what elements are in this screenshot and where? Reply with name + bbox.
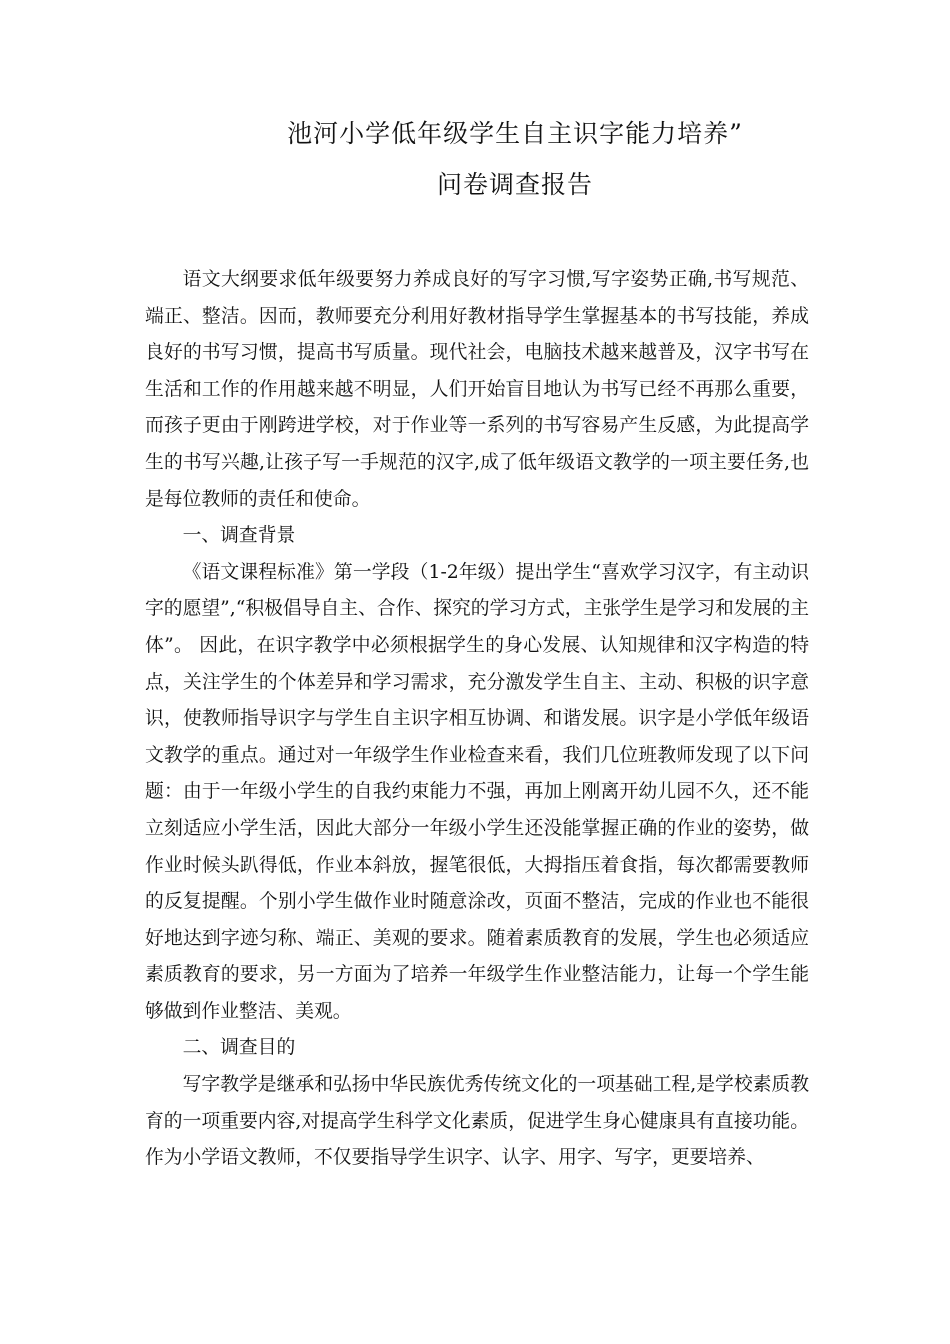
- document-subtitle: 问卷调查报告: [436, 170, 593, 199]
- section-heading-background: 一、调查背景: [182, 525, 296, 547]
- document-title: 池河小学低年级学生自主识字能力培养”: [287, 119, 743, 148]
- background-paragraph: 《语文课程标准》第一学段（1-2年级）提出学生“喜欢学习汉字，有主动识字的愿望”,“积极倡导自主、合作、探究的学习方式，主张学生是学习和发展的主体”。 因此，在识字教学中必须根据学生的身心发展、认知规律和汉字构造的特点，关注学生的个体差异和学习需求，充分激发学生自主、主动、积极的识字意识，使教师指导识字与学生自主识字相互协调、和谐发展。识字是小学低年级语文教学的重点。通过对一年级学生作业检查来看，我们几位班教师发现了以下问题：由于一年级小学生的自我约束能力不强，再加上刚离开幼儿园不久，还不能立刻适应小学生活，因此大部分一年级小学生还没能掌握正确的作业的姿势，做作业时候头趴得低，作业本斜放，握笔很低，大拇指压着食指，每次都需要教师的反复提醒。个别小学生做作业时随意涂改，页面不整洁，完成的作业也不能很好地达到字迹匀称、端正、美观的要求。随着素质教育的发展，学生也必须适应素质教育的要求，另一方面为了培养一年级学生作业整洁能力，让每一个学生能够做到作业整洁、美观。: [145, 561, 809, 1022]
- section-heading-purpose: 二、调查目的: [182, 1037, 296, 1059]
- intro-paragraph: 语文大纲要求低年级要努力养成良好的写字习惯,写字姿势正确,书写规范、端正、整洁。因而，教师要充分利用好教材指导学生掌握基本的书写技能，养成良好的书写习惯，提高书写质量。现代社会，电脑技术越来越普及，汉字书写在生活和工作的作用越来越不明显，人们开始盲目地认为书写已经不再那么重要，而孩子更由于刚跨进学校，对于作业等一系列的书写容易产生反感，为此提高学生的书写兴趣,让孩子写一手规范的汉字,成了低年级语文教学的一项主要任务,也是每位教师的责任和使命。: [145, 269, 809, 510]
- document-body: [145, 262, 809, 1177]
- purpose-paragraph: 写字教学是继承和弘扬中华民族优秀传统文化的一项基础工程,是学校素质教育的一项重要内容,对提高学生科学文化素质，促进学生身心健康具有直接功能。作为小学语文教师，不仅要指导学生识字、认字、用字、写字，更要培养、: [145, 1074, 809, 1169]
